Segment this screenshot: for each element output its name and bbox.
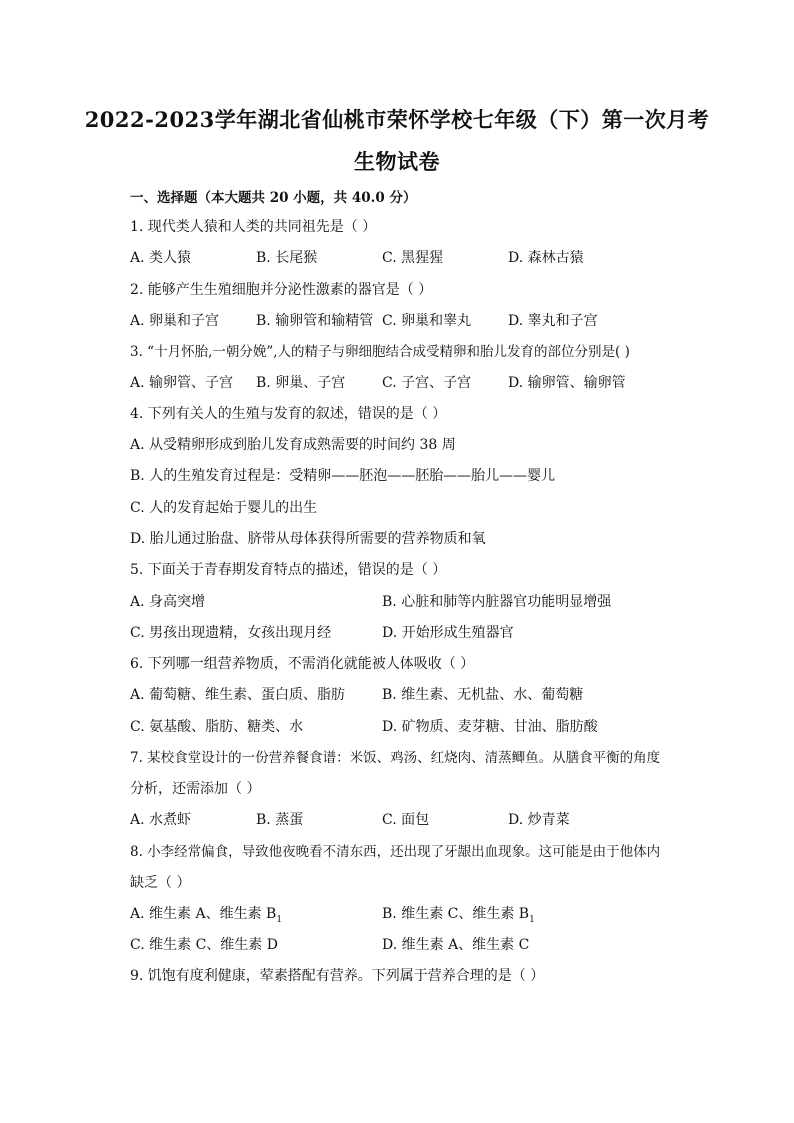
exam-title-line1: 2022-2023学年湖北省仙桃市荣怀学校七年级（下）第一次月考 <box>84 107 710 132</box>
question-8-option-b-text: B. 维生素 C、维生素 B <box>382 906 530 922</box>
question-8-option-a <box>130 905 282 929</box>
question-1-option-b: B. 长尾猴 <box>256 250 318 266</box>
question-2-option-c: C. 卵巢和睾丸 <box>382 313 472 329</box>
question-6-option-a: A. 葡萄糖、维生素、蛋白质、脂肪 <box>130 687 346 703</box>
question-6-option-c: C. 氨基酸、脂肪、糖类、水 <box>130 719 304 735</box>
subscript-1: 1 <box>529 914 535 925</box>
question-7-stem-line2: 分析，还需添加（ ） <box>130 781 261 797</box>
question-5-option-b: B. 心脏和肺等内脏器官功能明显增强 <box>382 594 612 610</box>
question-7-stem-line1: 7. 某校食堂设计的一份营养餐食谱：米饭、鸡汤、红烧肉、清蒸鲫鱼。从膳食平衡的角度 <box>130 750 661 766</box>
question-7-option-c: C. 面包 <box>382 812 430 828</box>
question-2-stem: 2. 能够产生生殖细胞并分泌性激素的器官是（ ） <box>130 282 433 298</box>
question-1-option-d: D. 森林古猿 <box>508 250 584 266</box>
question-8-option-c: C. 维生素 C、维生素 D <box>130 937 278 953</box>
question-5-option-d: D. 开始形成生殖器官 <box>382 625 514 641</box>
question-5-option-a: A. 身高突增 <box>130 594 206 610</box>
question-8-option-d: D. 维生素 A、维生素 C <box>382 937 530 953</box>
subscript-1: 1 <box>276 914 283 925</box>
question-3-option-c: C. 子宫、子宫 <box>382 375 472 391</box>
question-8-stem-line2: 缺乏（ ） <box>130 875 191 891</box>
question-8-stem-line1: 8. 小李经常偏食，导致他夜晚看不清东西，还出现了牙龈出血现象。这可能是由于他体内 <box>130 844 661 860</box>
question-5-option-c: C. 男孩出现遗精，女孩出现月经 <box>130 625 332 641</box>
question-3-option-a: A. 输卵管、子宫 <box>130 375 234 391</box>
exam-title-line2: 生物试卷 <box>354 149 440 174</box>
question-3-stem: 3. “十月怀胎,一朝分娩”,人的精子与卵细胞结合成受精卵和胎儿发育的部位分别是( ) <box>130 344 630 360</box>
question-7-option-d: D. 炒青菜 <box>508 812 570 828</box>
question-1-stem: 1. 现代类人猿和人类的共同祖先是（ ） <box>130 219 377 235</box>
question-3-option-b: B. 卵巢、子宫 <box>256 375 346 391</box>
section-heading: 一、选择题（本大题共 20 小题，共 40.0 分） <box>130 190 417 206</box>
question-1-option-a: A. 类人猿 <box>130 250 192 266</box>
question-6-option-b: B. 维生素、无机盐、水、葡萄糖 <box>382 687 584 703</box>
question-6-stem: 6. 下列哪一组营养物质，不需消化就能被人体吸收（ ） <box>130 656 475 672</box>
question-9-stem: 9. 饥饱有度利健康，荤素搭配有营养。下列属于营养合理的是（ ） <box>130 968 545 984</box>
question-4-option-a: A. 从受精卵形成到胎儿发育成熟需要的时间约 38 周 <box>130 437 456 453</box>
question-2-option-d: D. 睾丸和子宫 <box>508 313 598 329</box>
question-6-option-d: D. 矿物质、麦芽糖、甘油、脂肪酸 <box>382 719 598 735</box>
question-4-option-b: B. 人的生殖发育过程是：受精卵——胚泡——胚胎——胎儿——婴儿 <box>130 468 556 484</box>
question-8-option-a-text: A. 维生素 A、维生素 B <box>130 906 277 922</box>
question-7-option-b: B. 蒸蛋 <box>256 812 304 828</box>
question-2-option-b: B. 输卵管和输精管 <box>256 313 374 329</box>
question-4-option-c: C. 人的发育起始于婴儿的出生 <box>130 500 318 516</box>
question-3-option-d: D. 输卵管、输卵管 <box>508 375 626 391</box>
question-7-option-a: A. 水煮虾 <box>130 812 192 828</box>
question-2-option-a: A. 卵巢和子宫 <box>130 313 220 329</box>
question-1-option-c: C. 黑猩猩 <box>382 250 444 266</box>
question-8-option-b <box>382 905 535 929</box>
question-5-stem: 5. 下面关于青春期发育特点的描述，错误的是（ ） <box>130 562 447 578</box>
question-4-option-d: D. 胎儿通过胎盘、脐带从母体获得所需要的营养物质和氧 <box>130 531 486 547</box>
question-4-stem: 4. 下列有关人的生殖与发育的叙述，错误的是（ ） <box>130 406 447 422</box>
